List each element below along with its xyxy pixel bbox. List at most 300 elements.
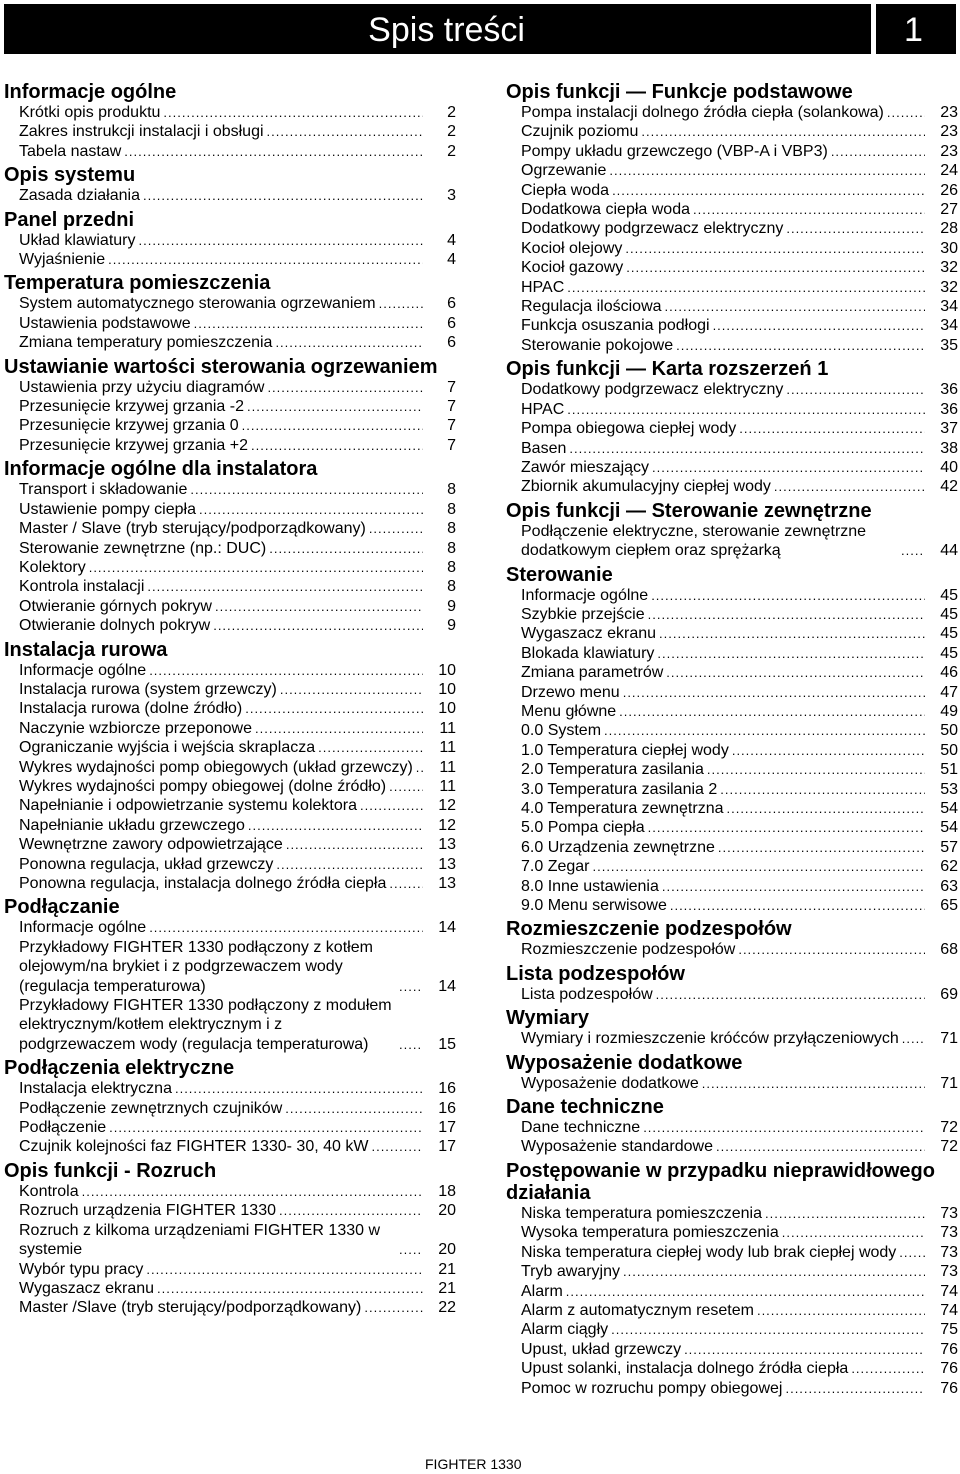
toc-entry[interactable] [4,918,456,937]
toc-entry[interactable] [4,1298,456,1317]
dot-leader [369,519,423,538]
toc-entry[interactable] [506,1340,958,1359]
entry-page-number: 8 [447,500,456,518]
toc-entry[interactable] [506,200,958,219]
entry-page-number: 14 [438,977,456,995]
toc-entry[interactable] [506,1359,958,1378]
section-title: Ustawianie wartości sterowania ogrzewaniem [4,355,438,378]
section-title: Lista podzespołów [506,962,685,985]
toc-section [506,500,958,561]
section-title: Rozmieszczenie podzespołów [506,918,792,941]
toc-entry[interactable] [4,855,456,874]
entry-page-number: 72 [940,1138,958,1156]
dot-leader [851,1359,925,1378]
toc-entry[interactable] [506,1262,958,1281]
toc-entry[interactable] [4,539,456,558]
entry-page-number: 13 [438,836,456,854]
dot-leader [757,1301,925,1320]
entry-page-number: 12 [438,816,456,834]
entry-label: Zasada działania [19,187,140,205]
toc-entry[interactable] [4,1137,456,1156]
dot-leader [782,1223,925,1242]
entry-page-number: 10 [438,661,456,679]
section-title: Opis funkcji — Funkcje podstawowe [506,81,853,103]
toc-section [506,1160,958,1398]
entry-label: Tryb awaryjny [521,1263,620,1281]
entry-label: 8.0 Inne ustawienia [521,877,659,895]
toc-section [4,209,456,270]
toc-entry[interactable] [506,439,958,458]
toc-entry[interactable] [4,777,456,796]
entry-page-number: 45 [940,605,958,623]
section-title: Podłączanie [4,896,120,919]
entry-label: Kocioł olejowy [521,239,623,257]
toc-section [4,272,456,352]
dot-leader [676,336,925,355]
dot-leader [651,586,925,605]
entry-page-number: 24 [940,162,958,180]
dot-leader [199,500,423,519]
entry-page-number: 22 [438,1299,456,1317]
dot-leader [641,122,925,141]
entry-page-number: 6 [447,295,456,313]
toc-section [4,81,456,161]
entry-label: 5.0 Pompa ciepła [521,819,645,837]
toc-entry[interactable] [4,597,456,616]
entry-page-number: 18 [438,1182,456,1200]
dot-leader [269,539,423,558]
entry-page-number: 8 [447,481,456,499]
toc-entry[interactable] [4,1118,456,1137]
entry-label: HPAC [521,278,565,296]
entry-page-number: 27 [940,201,958,219]
dot-leader [648,605,925,624]
toc-entry[interactable] [4,480,456,499]
entry-label: Wysoka temperatura pomieszczenia [521,1224,779,1242]
entry-label: Wewnętrzne zawory odpowietrzające [19,836,283,854]
toc-entry[interactable] [4,1079,456,1098]
section-title: Podłączenia elektryczne [4,1057,235,1080]
toc-section [506,564,958,916]
toc-entry[interactable] [506,239,958,258]
toc-entry[interactable] [4,186,456,205]
toc-entry[interactable] [4,314,456,333]
toc-entry[interactable] [4,758,456,777]
entry-label: Alarm z automatycznym resetem [521,1301,754,1319]
toc-entry[interactable] [506,1282,958,1301]
toc-entry[interactable] [4,719,456,738]
toc-entry[interactable] [506,818,958,837]
entry-page-number: 10 [438,700,456,718]
dot-leader [902,1029,925,1048]
entry-page-number: 42 [940,478,958,496]
section-title: Wyposażenie dodatkowe [506,1051,743,1074]
toc-entry[interactable] [506,741,958,760]
entry-page-number: 10 [438,680,456,698]
dot-leader [280,680,423,699]
entry-page-number: 2 [447,104,456,121]
entry-label: Przykładowy FIGHTER 1330 podłączony z modułem elektrycznym/kotłem elektrycznym i z podgrzewaczem wody (regulacja temperaturowa) [19,997,392,1053]
entry-label: Rozruch urządzenia FIGHTER 1330 [19,1202,276,1220]
toc-entry[interactable] [4,250,456,269]
page-header [0,0,960,58]
entry-label: Ustawienia podstawowe [19,314,191,332]
entry-label: Ponowna regulacja, układ grzewczy [19,855,274,873]
entry-page-number: 50 [940,722,958,740]
dot-leader [157,1279,423,1298]
entry-page-number: 21 [438,1279,456,1297]
entry-page-number: 50 [940,741,958,759]
footer-text: FIGHTER 1330 [425,1456,522,1472]
toc-section [506,1096,958,1157]
toc-entry[interactable] [506,896,958,915]
toc-entry[interactable] [4,378,456,397]
entry-page-number: 15 [438,1035,456,1053]
dot-leader [611,1320,925,1339]
entry-label: Upust, układ grzewczy [521,1340,682,1358]
page-number: 1 [904,11,923,49]
entry-page-number: 76 [940,1379,958,1397]
entry-label: Ograniczanie wyjścia i wejścia skraplacza [19,739,316,757]
entry-page-number: 49 [940,702,958,720]
toc-entry[interactable] [506,721,958,740]
toc-entry[interactable] [506,522,958,561]
entry-page-number: 11 [439,739,456,757]
entry-label: 6.0 Urządzenia zewnętrzne [521,838,715,856]
toc-section [4,458,456,635]
toc-entry[interactable] [506,644,958,663]
dot-leader [716,1137,925,1156]
toc-section [506,963,958,1004]
toc-section [4,356,456,456]
entry-label: Wymiary i rozmieszczenie króćców przyłączeniowych [521,1030,899,1048]
dot-leader [318,738,423,757]
entry-page-number: 26 [940,181,958,199]
entry-label: Kontrola [19,1182,79,1200]
entry-page-number: 40 [940,458,958,476]
entry-page-number: 74 [940,1301,958,1319]
entry-label: Instalacja rurowa (system grzewczy) [19,680,277,698]
entry-label: Wygaszacz ekranu [19,1279,155,1297]
entry-page-number: 30 [940,239,958,257]
entry-page-number: 7 [447,378,456,396]
entry-label: Pompa obiegowa ciepłej wody [521,420,737,438]
entry-label: Podłączenie zewnętrznych czujników [19,1099,283,1117]
toc-entry[interactable] [506,336,958,355]
dot-leader [713,316,925,335]
toc-entry[interactable] [4,1182,456,1201]
entry-label: Ciepła woda [521,181,610,199]
toc-entry[interactable] [4,416,456,435]
section-title: Temperatura pomieszczenia [4,272,271,295]
entry-label: Sterowanie zewnętrzne (np.: DUC) [19,539,267,557]
toc-entry[interactable] [506,297,958,316]
dot-leader [399,977,423,996]
toc-entry[interactable] [506,316,958,335]
dot-leader [247,397,423,416]
dot-leader [286,835,423,854]
dot-leader [109,1118,423,1137]
toc-entry[interactable] [4,835,456,854]
entry-page-number: 2 [447,142,456,160]
toc-entry[interactable] [4,1221,456,1260]
entry-label: System automatycznego sterowania ogrzewaniem [19,295,376,313]
dot-leader [626,258,925,277]
toc-entry[interactable] [4,103,456,122]
entry-page-number: 13 [438,875,456,892]
toc-entry[interactable] [506,419,958,438]
entry-label: Rozmieszczenie podzespołów [521,941,736,959]
entry-label: Upust solanki, instalacja dolnego źródła ciepła [521,1360,849,1378]
dot-leader [718,838,925,857]
entry-page-number: 9 [447,597,456,615]
toc-entry[interactable] [506,1379,958,1398]
dot-leader [149,661,423,680]
toc-entry[interactable] [4,661,456,680]
toc-entry[interactable] [4,519,456,538]
toc-entry[interactable] [506,702,958,721]
dot-leader [732,741,925,760]
toc-entry[interactable] [506,1320,958,1339]
entry-label: Dodatkowy podgrzewacz elektryczny [521,381,784,399]
entry-label: Ponowna regulacja, instalacja dolnego źródła ciepła [19,875,387,892]
toc-entry[interactable] [506,838,958,857]
toc-entry[interactable] [506,1137,958,1156]
entry-page-number: 6 [447,314,456,332]
toc-entry[interactable] [506,663,958,682]
entry-label: Przesunięcie krzywej grzania 0 [19,417,239,435]
entry-page-number: 45 [940,625,958,643]
entry-label: Master /Slave (tryb sterujący/podporządkowany) [19,1299,362,1317]
entry-page-number: 4 [447,251,456,269]
entry-label: Kontrola instalacji [19,578,145,596]
entry-label: Naczynie wzbiorcze przeponowe [19,719,252,737]
toc-entry[interactable] [4,1279,456,1298]
entry-page-number: 72 [940,1119,958,1137]
title-bar [4,4,871,54]
dot-leader [267,122,423,141]
dot-leader [604,721,925,740]
entry-page-number: 8 [447,520,456,538]
toc-entry[interactable] [506,380,958,399]
entry-page-number: 4 [447,231,456,249]
dot-leader [82,1182,423,1201]
toc-section [506,81,958,355]
dot-leader [774,477,925,496]
toc-entry[interactable] [4,1201,456,1220]
toc-entry[interactable] [506,1074,958,1093]
entry-page-number: 45 [940,586,958,604]
entry-page-number: 54 [940,800,958,817]
toc-entry[interactable] [506,278,958,297]
entry-label: Rozruch z kilkoma urządzeniami FIGHTER 1330 w systemie [19,1221,381,1259]
entry-page-number: 47 [940,683,958,701]
toc-entry[interactable] [4,397,456,416]
entry-page-number: 38 [940,439,958,457]
toc-entry[interactable] [4,558,456,577]
toc-entry[interactable] [506,760,958,779]
entry-page-number: 45 [940,644,958,662]
toc-entry[interactable] [506,799,958,818]
toc-entry[interactable] [4,738,456,757]
toc-entry[interactable] [4,333,456,352]
entry-page-number: 23 [940,123,958,141]
toc-entry[interactable] [506,122,958,141]
entry-page-number: 23 [940,104,958,121]
entry-page-number: 23 [940,142,958,160]
toc-section [506,918,958,959]
entry-page-number: 36 [940,400,958,418]
entry-label: Transport i składowanie [19,481,188,499]
toc-entry[interactable] [506,477,958,496]
entry-label: Kolektory [19,558,86,576]
dot-leader [623,683,925,702]
dot-leader [612,181,925,200]
toc-entry[interactable] [506,877,958,896]
dot-leader [785,1379,925,1398]
entry-label: Przykładowy FIGHTER 1330 podłączony z kotłem olejowym/na brykiet i z podgrzewaczem wody (regulacja temperaturowa) [19,938,373,995]
dot-leader [389,874,423,893]
toc-entry[interactable] [506,1301,958,1320]
entry-label: Pomoc w rozruchu pompy obiegowej [521,1379,783,1397]
entry-page-number: 69 [940,985,958,1003]
toc-entry[interactable] [506,857,958,876]
toc-entry[interactable] [506,1243,958,1262]
entry-label: Napełnianie i odpowietrzanie systemu kolektora [19,797,357,815]
entry-label: Blokada klawiatury [521,644,655,662]
toc-entry[interactable] [4,294,456,313]
entry-page-number: 34 [940,317,958,335]
dot-leader [625,239,925,258]
toc-entry[interactable] [4,680,456,699]
entry-label: Instalacja elektryczna [19,1080,172,1098]
entry-label: Wyposażenie dodatkowe [521,1074,699,1092]
toc-entry[interactable] [4,577,456,596]
toc-entry[interactable] [4,231,456,250]
entry-label: Przesunięcie krzywej grzania +2 [19,436,248,454]
toc-entry[interactable] [506,142,958,161]
dot-leader [242,416,423,435]
entry-page-number: 37 [940,420,958,438]
toc-entry[interactable] [506,1029,958,1048]
toc-entry[interactable] [4,699,456,718]
entry-label: 2.0 Temperatura zasilania [521,761,704,779]
entry-label: Zakres instrukcji instalacji i obsługi [19,123,264,141]
section-title: Opis funkcji — Sterowanie zewnętrzne [506,499,872,522]
toc-entry[interactable] [506,985,958,1004]
toc-entry[interactable] [4,142,456,161]
toc-entry[interactable] [506,624,958,643]
dot-leader [143,186,423,205]
entry-page-number: 16 [438,1080,456,1098]
dot-leader [364,1298,423,1317]
toc-entry[interactable] [506,400,958,419]
toc-entry[interactable] [4,436,456,455]
toc-entry[interactable] [506,103,958,122]
toc-entry[interactable] [506,1118,958,1137]
dot-leader [149,918,423,937]
toc-entry[interactable] [506,780,958,799]
toc-entry[interactable] [4,1099,456,1118]
entry-label: Informacje ogólne [521,586,649,604]
entry-page-number: 12 [438,797,456,815]
entry-label: Basen [521,439,567,457]
entry-page-number: 3 [447,187,456,205]
toc-entry[interactable] [506,258,958,277]
dot-leader [267,378,423,397]
dot-leader [175,1079,423,1098]
entry-label: Wyjaśnienie [19,251,106,269]
dot-leader [567,400,925,419]
dot-leader [89,558,423,577]
toc-section [506,358,958,496]
entry-label: Alarm [521,1282,563,1300]
dot-leader [248,816,423,835]
toc-entry[interactable] [506,161,958,180]
toc-entry[interactable] [506,683,958,702]
section-title: Postępowanie w przypadku nieprawidłowego działania [506,1159,935,1204]
toc-entry[interactable] [506,605,958,624]
page-title: Spis treści [368,11,525,49]
toc-entry[interactable] [506,586,958,605]
toc-entry[interactable] [4,874,456,893]
entry-page-number: 63 [940,877,958,895]
toc-entry[interactable] [4,1260,456,1279]
entry-page-number: 13 [438,855,456,873]
entry-label: Dodatkowa ciepła woda [521,201,690,219]
entry-label: Wykres wydajności pompy obiegowej (dolne źródło) [19,777,387,795]
entry-label: Czujnik kolejności faz FIGHTER 1330- 30, 40 kW [19,1138,369,1156]
dot-leader [786,380,925,399]
entry-page-number: 65 [940,897,958,915]
toc-entry[interactable] [4,938,456,996]
dot-leader [643,1118,925,1137]
dot-leader [279,1201,423,1220]
toc-section [4,896,456,1054]
dot-leader [648,818,925,837]
entry-page-number: 16 [438,1099,456,1117]
toc-entry[interactable] [506,219,958,238]
toc-entry[interactable] [506,1223,958,1242]
toc-entry[interactable] [506,1204,958,1223]
dot-leader [251,436,423,455]
toc-entry[interactable] [4,796,456,815]
dot-leader [416,758,423,777]
toc-entry[interactable] [4,500,456,519]
dot-leader [662,877,925,896]
toc-entry[interactable] [4,816,456,835]
section-title: Informacje ogólne [4,81,177,103]
entry-page-number: 76 [940,1360,958,1378]
entry-page-number: 73 [940,1224,958,1242]
dot-leader [619,702,925,721]
toc-entry[interactable] [506,940,958,959]
toc-entry[interactable] [4,616,456,635]
dot-leader [566,1282,925,1301]
entry-label: Informacje ogólne [19,919,147,937]
entry-label: Lista podzespołów [521,985,653,1003]
toc-entry[interactable] [4,996,456,1054]
toc-entry[interactable] [506,458,958,477]
entry-label: Napełnianie układu grzewczego [19,816,245,834]
page-number-box [876,4,956,54]
entry-page-number: 71 [940,1074,958,1092]
toc-entry[interactable] [506,181,958,200]
dot-leader [738,940,925,959]
toc-entry[interactable] [4,122,456,141]
toc-section [4,1160,456,1318]
entry-page-number: 11 [439,758,456,776]
